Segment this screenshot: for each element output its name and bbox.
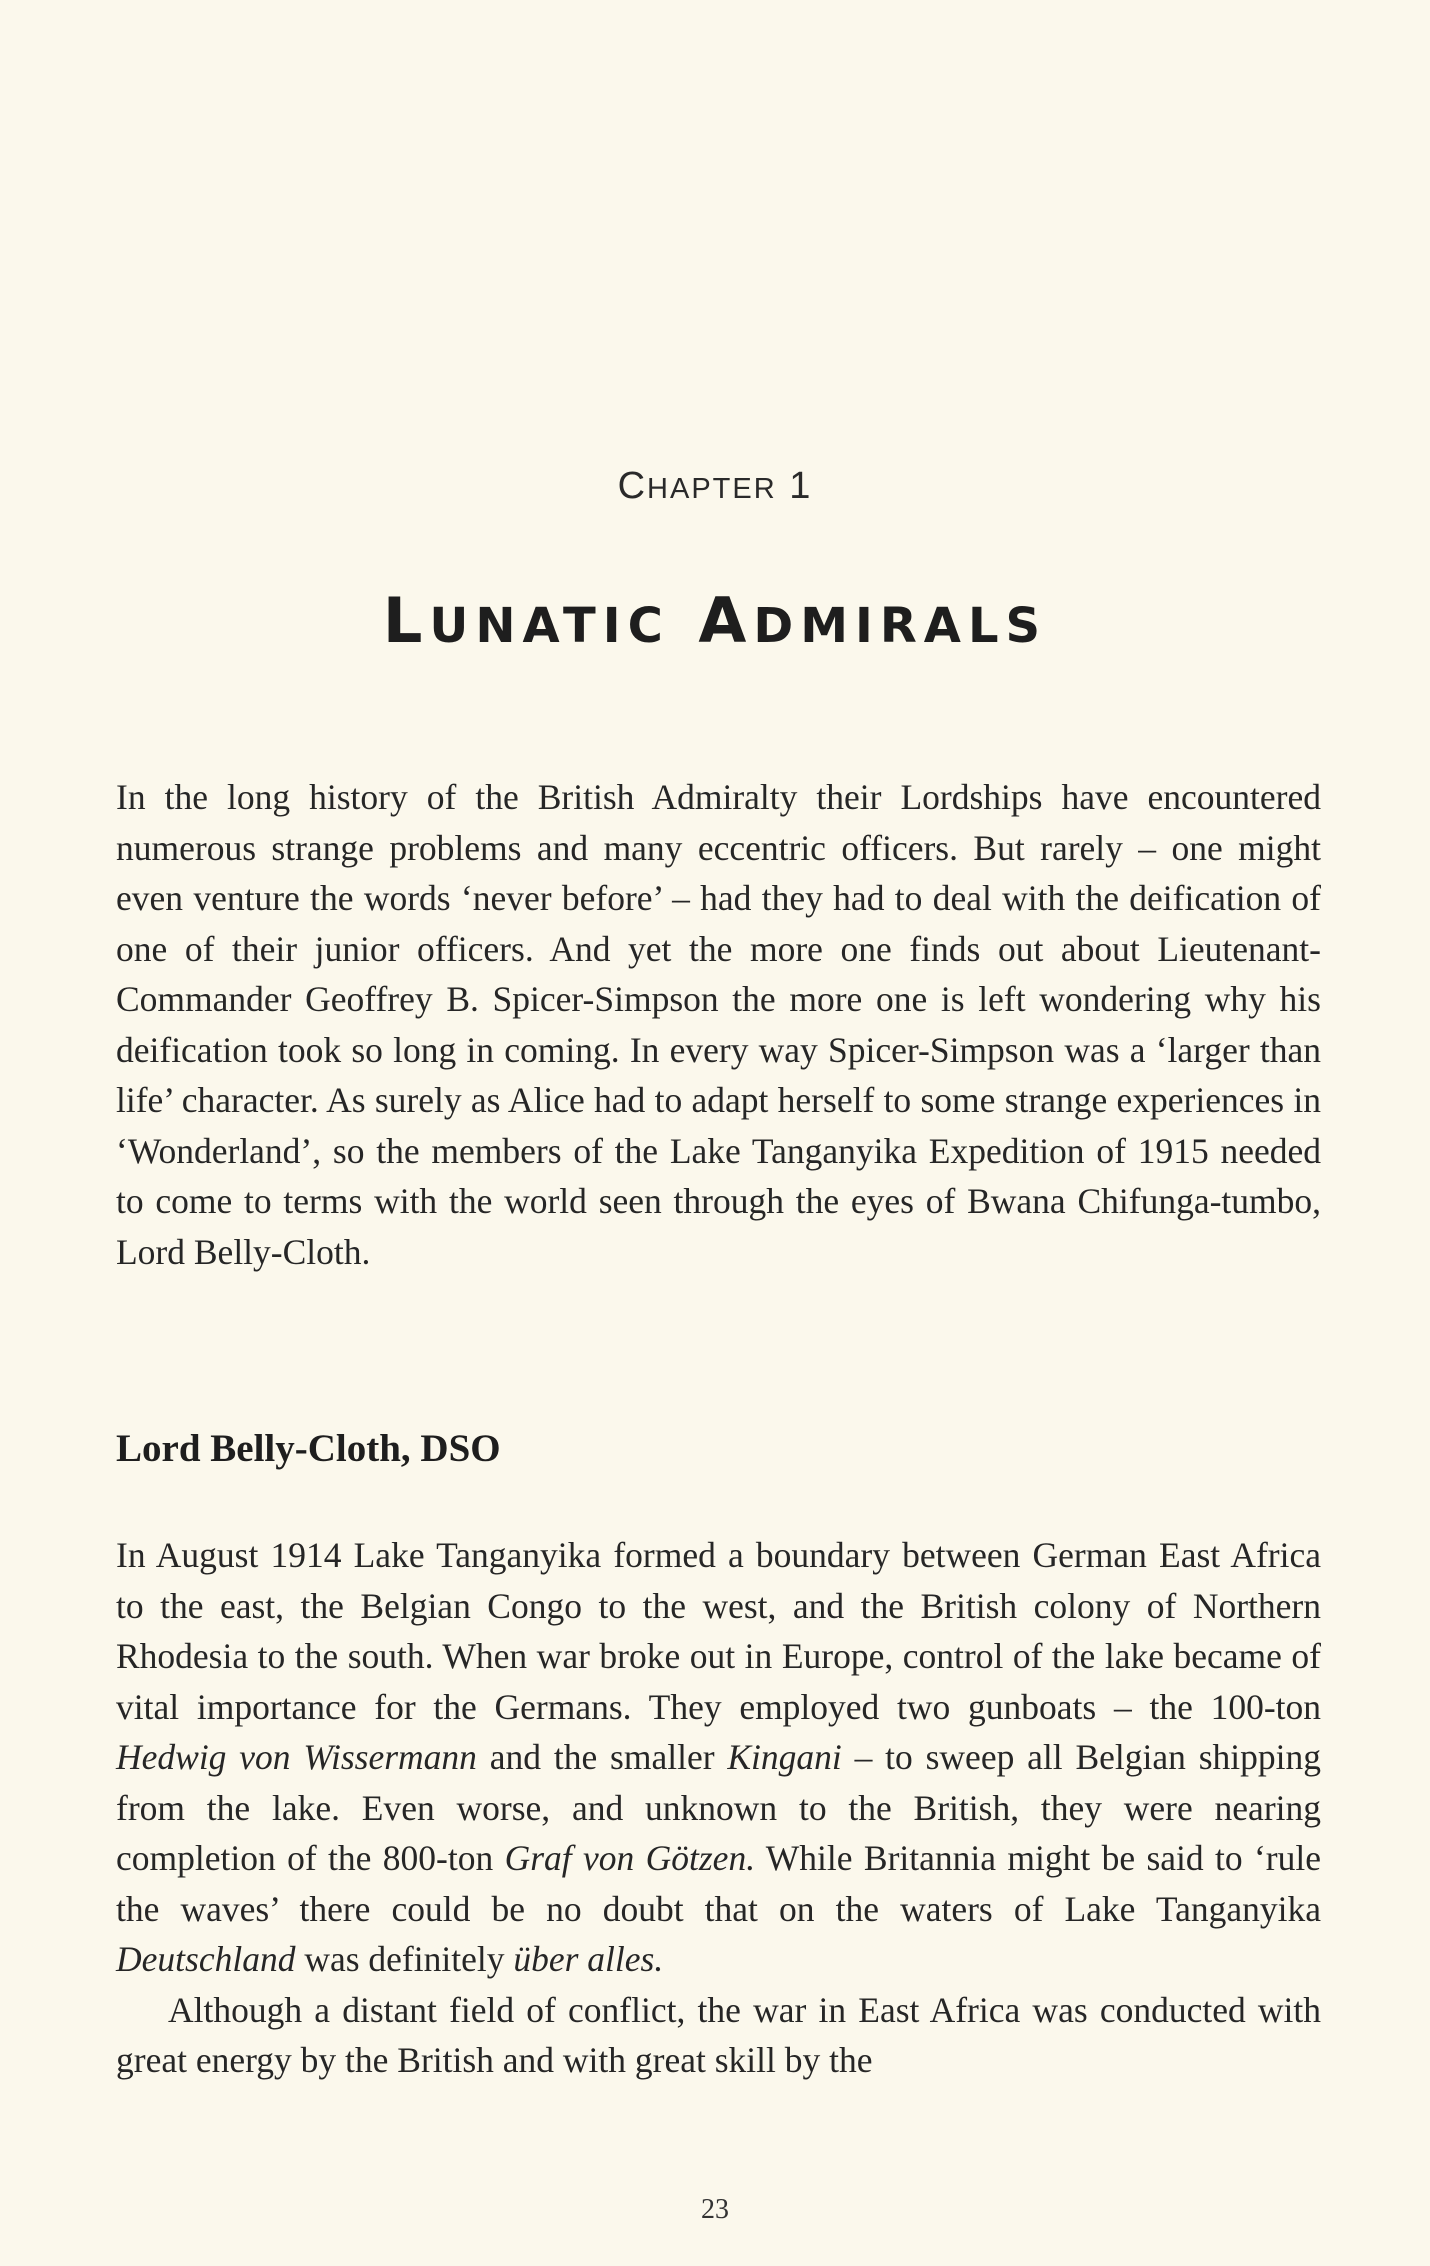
paragraph-3: Although a distant field of conflict, the war in East Africa was conducted with great energy by the British and with great skill by the <box>116 1989 1321 2080</box>
chapter-label <box>0 465 1430 508</box>
chapter-title <box>0 584 1430 657</box>
paragraph-2-text: and the smaller <box>476 1737 728 1777</box>
chapter-title-word1-initial: L <box>382 584 430 657</box>
ship-name-graf-von-gotzen: Graf von Götzen. <box>504 1838 756 1878</box>
chapter-label-initial: C <box>617 465 648 507</box>
paragraph-2 <box>116 1530 1321 1985</box>
chapter-label-rest: HAPTER <box>647 473 777 505</box>
chapter-title-word2-rest: DMIRALS <box>753 598 1048 654</box>
page-number: 23 <box>701 2194 729 2225</box>
paragraph-1: In the long history of the British Admiralty their Lordships have encountered numerous strange problems and many eccentric officers. But rarely – one might even venture the words ‘never before’ – had they had to deal with the deification of one of their junior officers. And yet the more one finds out about Lieutenant-Commander Geoffrey B. Spicer-Simpson the more one is left wondering why his deification took so long in coming. In every way Spicer-Simpson was a ‘larger than life’ character. As surely as Alice had to adapt herself to some strange experiences in ‘Wonderland’, so the members of the Lake Tanganyika Expedition of 1915 needed to come to terms with the world seen through the eyes of Bwana Chifunga-tumbo, Lord Belly-Cloth. <box>116 777 1321 1272</box>
section-heading: Lord Belly-Cloth, DSO <box>116 1427 501 1470</box>
ship-name-kingani: Kingani <box>727 1737 842 1777</box>
italic-uber-alles: über alles. <box>513 1939 664 1979</box>
italic-deutschland: Deutschland <box>116 1939 296 1979</box>
chapter-number: 1 <box>789 465 813 507</box>
section-text-block <box>116 1530 1321 2086</box>
paragraph-2-text: was definitely <box>295 1939 514 1979</box>
paragraph-2-text: – to sweep all Belgian shipping from the lake. Even worse, and unknown to the British, they were nearing completion of the 800-ton <box>116 1737 1321 1878</box>
paragraph-2-text: In August 1914 Lake Tanganyika formed a boundary between German East Africa to the east, the Belgian Congo to the west, and the British colony of Northern Rhodesia to the south. When war broke out in Europe, control of the lake became of vital importance for the Germans. They employed two gunboats – the 100-ton <box>116 1535 1321 1727</box>
chapter-title-word1-rest: UNATIC <box>429 598 670 654</box>
paragraph-2-text: While Britannia might be said to ‘rule the waves’ there could be no doubt that on the waters of Lake Tanganyika <box>116 1838 1322 1929</box>
chapter-title-word2-initial: A <box>698 584 754 657</box>
intro-text-block <box>116 772 1321 1277</box>
ship-name-hedwig: Hedwig von Wissermann <box>116 1737 477 1777</box>
